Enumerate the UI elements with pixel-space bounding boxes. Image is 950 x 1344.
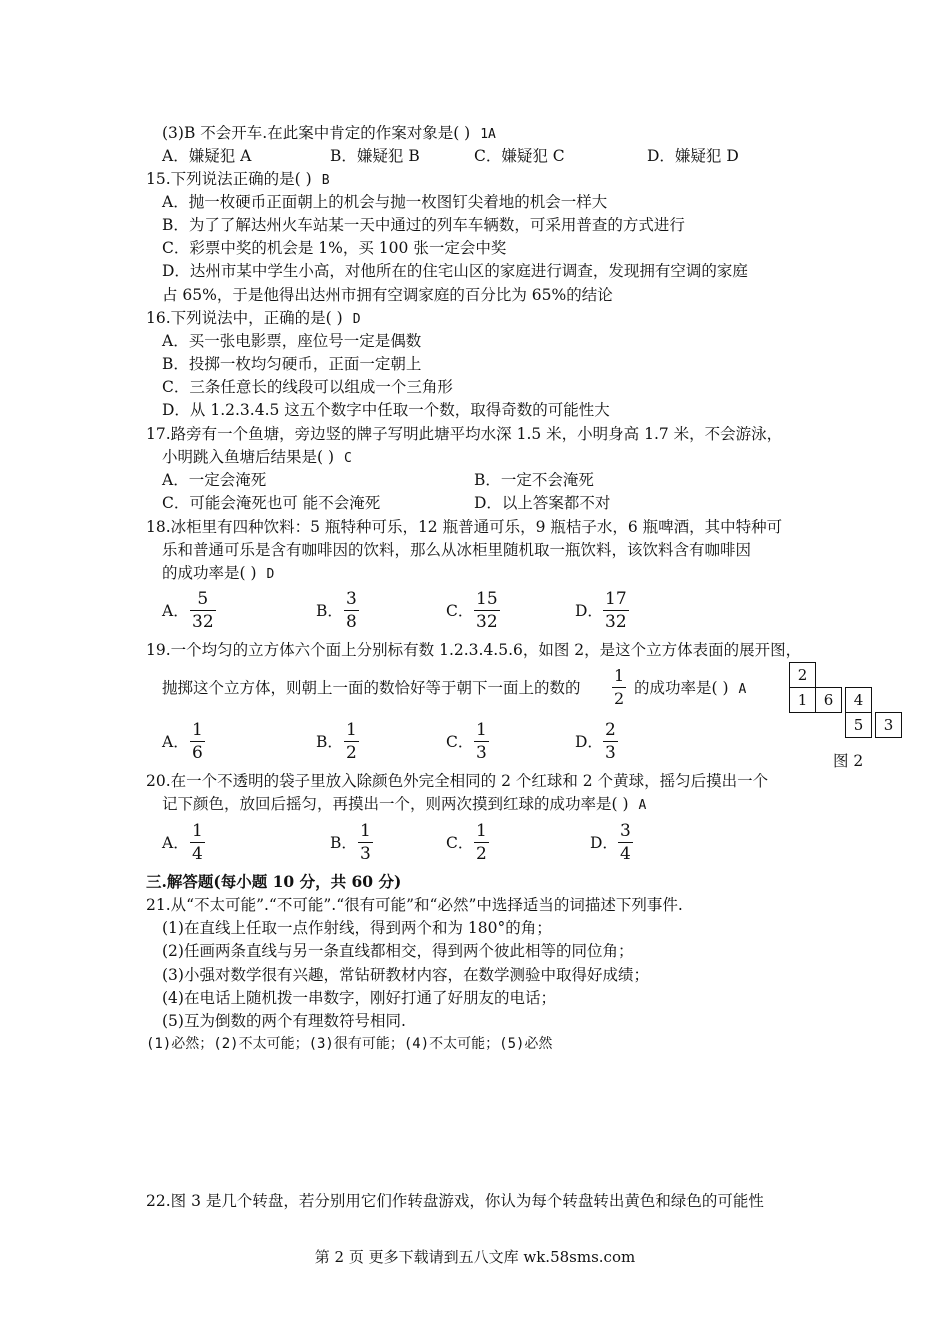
- q18-option-c-letter: C．: [446, 602, 474, 620]
- q16-answer: D: [352, 312, 361, 327]
- page-footer: 第 2 页 更多下载请到五八文库 wk.58sms.com: [314, 1248, 636, 1266]
- net-cell: 4: [845, 687, 872, 713]
- q19-option-a-letter: A．: [162, 733, 189, 751]
- q16-stem: 16.下列说法中，正确的是( ) D: [146, 309, 361, 327]
- section-heading: 三.解答题(每小题 10 分，共 60 分): [146, 872, 402, 891]
- q18-option-c-fraction: $\frac{15}{32}$: [476, 589, 498, 632]
- q19-stem-fraction: $\frac{1}{2}$: [614, 666, 625, 708]
- q18-option-a-fraction: $\frac{5}{32}$: [192, 589, 214, 632]
- q16-option-d: D．从 1.2.3.4.5 这五个数字中任取一个数，取得奇数的可能性大: [162, 401, 610, 419]
- q17-option-c: C．可能会淹死也可 能不会淹死: [162, 494, 381, 512]
- q20-answer: A: [638, 798, 647, 813]
- q20-stem-line2: 记下颜色，放回后摇匀，再摸出一个，则两次摸到红球的成功率是( ) A: [162, 795, 647, 813]
- net-cell: 1: [789, 687, 816, 713]
- q18-option-d-letter: D．: [575, 602, 603, 620]
- q19-option-c-fraction: $\frac{1}{3}$: [476, 720, 487, 763]
- q15-option-a: A．抛一枚硬币正面朝上的机会与抛一枚图钉尖着地的机会一样大: [162, 193, 608, 211]
- q15-option-b: B．为了了解达州火车站某一天中通过的列车车辆数，可采用普查的方式进行: [162, 216, 685, 234]
- figure-caption: 图 2: [833, 752, 864, 770]
- q19-option-b-letter: B．: [316, 733, 343, 751]
- q20-option-c-letter: C．: [446, 834, 474, 852]
- q17-stem-line1: 17.路旁有一个鱼塘，旁边竖的牌子写明此塘平均水深 1.5 米，小明身高 1.7 米，不会游泳，: [146, 425, 783, 443]
- q15-answer: B: [321, 173, 330, 188]
- q20-option-b-letter: B．: [330, 834, 357, 852]
- q18-stem-line1: 18.冰柜里有四种饮料：5 瓶特种可乐，12 瓶普通可乐，9 瓶桔子水，6 瓶啤酒，其中特种可: [146, 518, 783, 536]
- q19-stem-line1: 19.一个均匀的立方体六个面上分别标有数 1.2.3.4.5.6，如图 2，是这个立方体表面的展开图，: [146, 641, 802, 659]
- q15-option-d-cont: 占 65%，于是他得出达州市拥有空调家庭的百分比为 65%的结论: [162, 286, 613, 304]
- q14-answer: 1A: [480, 127, 496, 142]
- net-cell: 2: [789, 662, 816, 688]
- q16-option-a: A．买一张电影票，座位号一定是偶数: [162, 332, 422, 350]
- net-cell: 3: [875, 712, 902, 738]
- q21-answer: (1)必然；(2)不太可能；(3)很有可能；(4)不太可能；(5)必然: [146, 1036, 553, 1052]
- q21-item: (1)在直线上任取一点作射线，得到两个和为 180°的角；: [162, 919, 552, 937]
- q15-stem: 15.下列说法正确的是( ) B: [146, 170, 330, 188]
- q19-stem-line2-post: 的成功率是( ) A: [634, 679, 747, 697]
- q14-option-b: B．嫌疑犯 B: [330, 147, 420, 165]
- q20-option-b-fraction: $\frac{1}{3}$: [360, 821, 371, 864]
- q17-option-a: A．一定会淹死: [162, 471, 267, 489]
- q20-option-a-letter: A．: [162, 834, 189, 852]
- q21-item: (2)任画两条直线与另一条直线都相交，得到两个彼此相等的同位角；: [162, 942, 634, 960]
- q17-option-d: D．以上答案都不对: [474, 494, 611, 512]
- q19-option-b-fraction: $\frac{1}{2}$: [346, 720, 357, 763]
- net-cell: 5: [845, 712, 872, 738]
- q20-option-d-fraction: $\frac{3}{4}$: [620, 821, 631, 864]
- q20-option-a-fraction: $\frac{1}{4}$: [192, 821, 203, 864]
- q18-option-b-fraction: $\frac{3}{8}$: [346, 589, 357, 632]
- q18-option-b-letter: B．: [316, 602, 343, 620]
- q20-option-c-fraction: $\frac{1}{2}$: [476, 821, 487, 864]
- q19-option-c-letter: C．: [446, 733, 474, 751]
- q14-option-c: C．嫌疑犯 C: [474, 147, 565, 165]
- q14-option-d: D．嫌疑犯 D: [647, 147, 739, 165]
- q15-option-d: D．达州市某中学生小高，对他所在的住宅山区的家庭进行调查，发现拥有空调的家庭: [162, 262, 748, 280]
- q19-option-d-fraction: $\frac{2}{3}$: [605, 720, 616, 763]
- q22-stem: 22.图 3 是几个转盘，若分别用它们作转盘游戏，你认为每个转盘转出黄色和绿色的可能性: [146, 1192, 764, 1210]
- q14-stem: (3)B 不会开车.在此案中肯定的作案对象是( ) 1A: [162, 124, 496, 142]
- q19-option-a-fraction: $\frac{1}{6}$: [192, 720, 203, 763]
- q16-option-c: C．三条任意长的线段可以组成一个三角形: [162, 378, 453, 396]
- q18-stem-line3: 的成功率是( ) D: [162, 564, 275, 582]
- q19-stem-line2-pre: 抛掷这个立方体，则朝上一面的数恰好等于朝下一面上的数的: [162, 679, 581, 697]
- q18-option-a-letter: A．: [162, 602, 189, 620]
- q21-item: (3)小强对数学很有兴趣，常钻研教材内容，在数学测验中取得好成绩；: [162, 966, 649, 984]
- q20-option-d-letter: D．: [590, 834, 618, 852]
- q17-stem-line2: 小明跳入鱼塘后结果是( ) C: [162, 448, 352, 466]
- q20-stem-line1: 20.在一个不透明的袋子里放入除颜色外完全相同的 2 个红球和 2 个黄球，摇匀后摸出一个: [146, 772, 769, 790]
- q18-stem-line2: 乐和普通可乐是含有咖啡因的饮料，那么从冰柜里随机取一瓶饮料，该饮料含有咖啡因: [162, 541, 752, 559]
- q14-option-a: A．嫌疑犯 A: [162, 147, 252, 165]
- q19-option-d-letter: D．: [575, 733, 603, 751]
- q16-option-b: B．投掷一枚均匀硬币，正面一定朝上: [162, 355, 422, 373]
- q17-option-b: B．一定不会淹死: [474, 471, 594, 489]
- net-cell: 6: [815, 687, 842, 713]
- q21-item: (4)在电话上随机拨一串数字，刚好打通了好朋友的电话；: [162, 989, 556, 1007]
- q21-stem: 21.从“不太可能”.“不可能”.“很有可能”和“必然”中选择适当的词描述下列事件.: [146, 896, 683, 914]
- q19-answer: A: [738, 682, 747, 697]
- q18-option-d-fraction: $\frac{17}{32}$: [605, 589, 627, 632]
- q21-item: (5)互为倒数的两个有理数符号相同.: [162, 1012, 406, 1030]
- q17-answer: C: [344, 451, 352, 466]
- q18-answer: D: [266, 567, 275, 582]
- q15-option-c: C．彩票中奖的机会是 1%，买 100 张一定会中奖: [162, 239, 507, 257]
